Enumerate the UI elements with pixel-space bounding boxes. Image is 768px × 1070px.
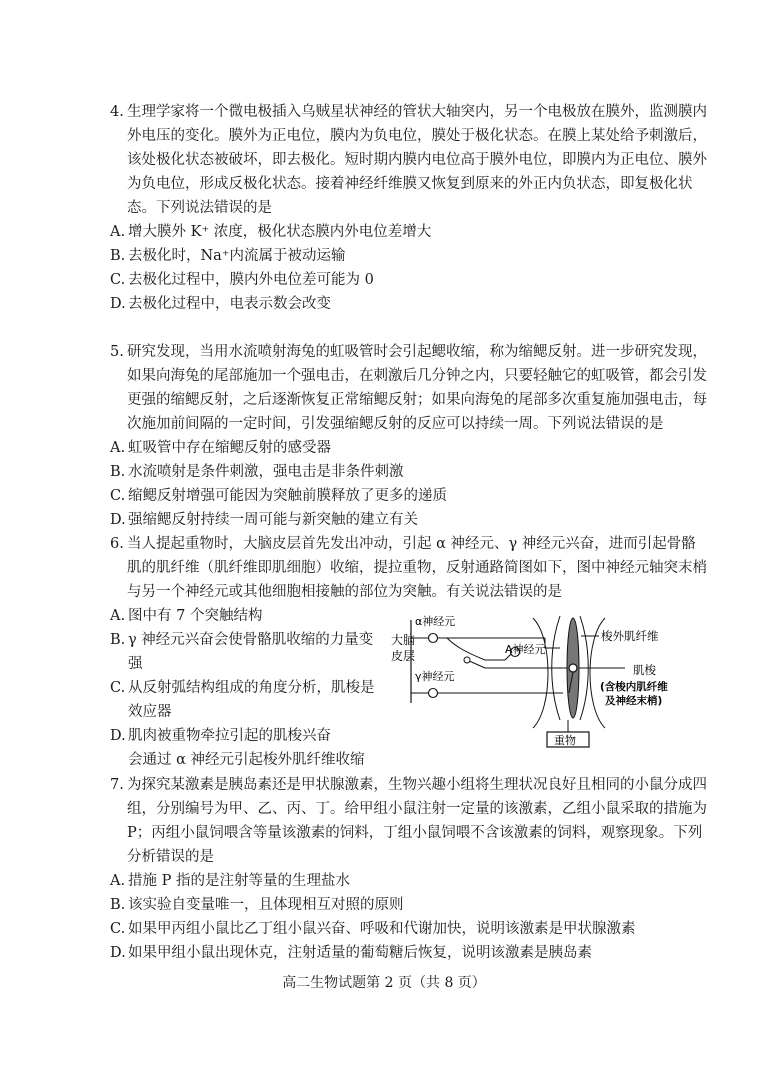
option-label: A.: [110, 873, 126, 889]
option-text: 去极化过程中，电表示数会改变: [128, 296, 331, 312]
reflex-pathway-diagram: [385, 608, 710, 748]
question-stem: [110, 532, 710, 604]
question-stem: [110, 100, 710, 220]
brain-cortex-label-2: 皮层: [391, 649, 416, 663]
synapse-node: [464, 657, 470, 663]
option-d-continuation: 会通过 α 神经元引起梭外肌纤维收缩: [128, 752, 365, 768]
option-label: D.: [110, 296, 126, 312]
option-text: 如果甲丙组小鼠比乙丁组小鼠兴奋、呼吸和代谢加快，说明该激素是甲状腺激素: [128, 921, 636, 937]
gamma-neuron-label: γ神经元: [415, 670, 455, 683]
option-text: 缩鳃反射增强可能因为突触前膜释放了更多的递质: [128, 488, 447, 504]
option-label: B.: [110, 897, 126, 913]
option-text: 去极化时，Na⁺内流属于被动运输: [128, 248, 346, 264]
option-text: 增大膜外 K⁺ 浓度，极化状态膜内外电位差增大: [128, 224, 432, 240]
option-label: B.: [110, 464, 126, 480]
options-column: [110, 604, 375, 748]
option-text: 虹吸管中存在缩鳃反射的感受器: [128, 440, 331, 456]
option-a: [110, 220, 710, 244]
option-label: A.: [110, 608, 126, 624]
question-4: [110, 100, 710, 316]
brain-cortex-label-1: 大脑: [391, 633, 416, 647]
option-b: [110, 628, 375, 676]
alpha-branch: [545, 638, 560, 648]
option-text: 措施 P 指的是注射等量的生理盐水: [128, 873, 350, 889]
a-neuron-axon: [467, 660, 575, 668]
question-5: [110, 340, 710, 532]
option-label: C.: [110, 921, 126, 937]
option-d: [110, 724, 375, 748]
muscle-outline-left: [533, 618, 548, 728]
extrafusal-label: 梭外肌纤维: [601, 629, 659, 643]
option-a: [110, 604, 375, 628]
option-text: 去极化过程中，膜内外电位差可能为 0: [128, 272, 374, 288]
option-text: 从反射弧结构组成的角度分析，肌梭是效应器: [128, 680, 375, 720]
option-text: 肌肉被重物牵拉引起的肌梭兴奋: [128, 728, 331, 744]
option-d: [110, 941, 710, 965]
alpha-neuron-label: α神经元: [415, 615, 456, 628]
spindle-note-1: (含梭内肌纤维: [600, 681, 668, 693]
option-text: 如果甲组小鼠出现休克，注射适量的葡萄糖后恢复，说明该激素是胰岛素: [128, 945, 592, 961]
option-label: D.: [110, 512, 126, 528]
option-label: D.: [110, 945, 126, 961]
option-label: D.: [110, 728, 126, 744]
question-7: [110, 773, 710, 965]
option-text: 图中有 7 个突触结构: [128, 608, 263, 624]
option-text: 该实验自变量唯一，且体现相互对照的原则: [128, 897, 404, 913]
option-a: [110, 436, 710, 460]
weight-label: 重物: [554, 734, 576, 747]
question-number: 4.: [110, 104, 124, 120]
question-text: 生理学家将一个微电极插入乌贼星状神经的管状大轴突内，另一个电极放在膜外，监测膜内外电压的变化。膜外为正电位，膜内为负电位，膜处于极化状态。在膜上某处给予刺激后，该处极化状态被破坏，即去极化。短时期内膜内电位高于膜外电位，即膜内为正电位、膜外为负电位，形成反极化状态。接着神经纤维膜又恢复到原来的外正内负状态，即复极化状态。下列说法错误的是: [127, 104, 707, 216]
option-d: [110, 508, 710, 532]
spindle-note-2: 及神经末梢): [605, 695, 663, 707]
option-text: 水流喷射是条件刺激，强电击是非条件刺激: [128, 464, 404, 480]
option-label: B.: [110, 248, 126, 264]
option-b: [110, 244, 710, 268]
option-b: [110, 460, 710, 484]
option-d: [110, 292, 710, 316]
option-c: [110, 268, 710, 292]
option-label: A.: [110, 440, 126, 456]
question-stem: [110, 773, 710, 869]
option-label: C.: [110, 488, 126, 504]
option-text: γ 神经元兴奋会使骨骼肌收缩的力量变强: [128, 632, 374, 672]
question-text: 为探究某激素是胰岛素还是甲状腺激素，生物兴趣小组将生理状况良好且相同的小鼠分成四组，分别编号为甲、乙、丙、丁。给甲组小鼠注射一定量的该激素，乙组小鼠采取的措施为 P；丙组小鼠饲喂含等量该激素的饲料，丁组小鼠饲喂不含该激素的饲料，观察现象。下列分析错误的是: [127, 777, 707, 865]
option-label: B.: [110, 632, 126, 648]
option-label: C.: [110, 272, 126, 288]
alpha-neuron-soma: [429, 634, 438, 643]
question-text: 研究发现，当用水流喷射海兔的虹吸管时会引起鳃收缩，称为缩鳃反射。进一步研究发现，如果向海兔的尾部施加一个强电击，在刺激后几分钟之内，只要轻触它的虹吸管，都会引发更强的缩鳃反射，之后逐渐恢复正常缩鳃反射；如果向海兔的尾部多次重复施加强电击，每次施加前间隔的一定时间，引发强缩鳃反射的反应可以持续一周。下列说法错误的是: [127, 344, 707, 432]
question-number: 7.: [110, 777, 124, 793]
page-footer: 高二生物试题第 2 页（共 8 页）: [282, 975, 486, 991]
option-text: 强缩鳃反射持续一周可能与新突触的建立有关: [128, 512, 418, 528]
spindle-label: 肌梭: [633, 663, 656, 677]
gamma-neuron-soma: [429, 689, 438, 698]
option-c: [110, 676, 375, 724]
option-a: [110, 869, 710, 893]
question-number: 6.: [110, 536, 124, 552]
question-number: 5.: [110, 344, 124, 360]
option-label: C.: [110, 680, 126, 696]
option-c: [110, 917, 710, 941]
option-c: [110, 484, 710, 508]
a-neuron-label: A神经元: [505, 643, 546, 656]
question-stem: [110, 340, 710, 436]
a-neuron-fiber: [447, 638, 511, 660]
muscle-spindle: [569, 664, 577, 672]
option-b: [110, 893, 710, 917]
option-label: A.: [110, 224, 126, 240]
question-text: 当人提起重物时，大脑皮层首先发出冲动，引起 α 神经元、γ 神经元兴奋，进而引起骨骼肌的肌纤维（肌纤维即肌细胞）收缩，提拉重物，反射通路简图如下，图中神经元轴突末梢与另一个神经元或其他细胞相接触的部位为突触。有关说法错误的是: [127, 536, 707, 600]
